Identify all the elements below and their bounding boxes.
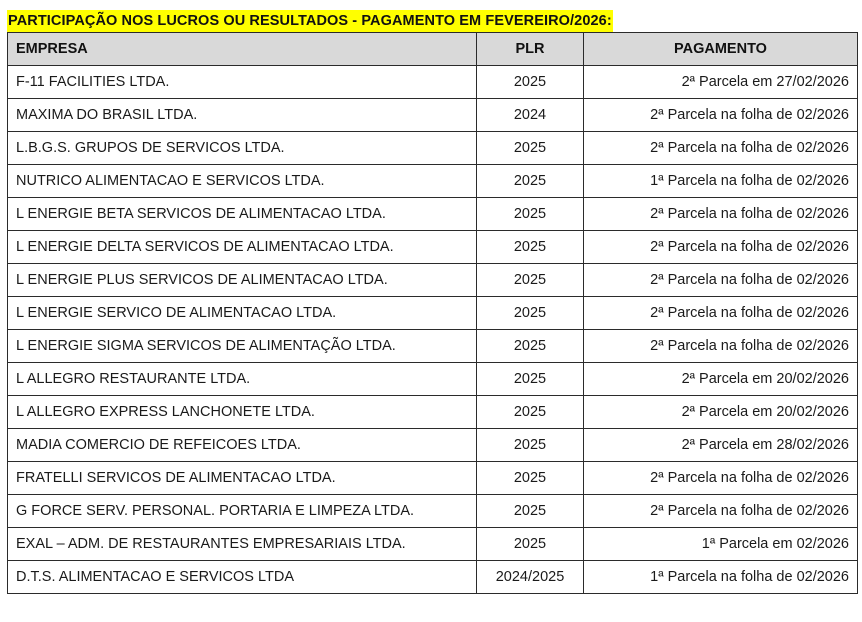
table-body: [8, 66, 858, 594]
cell-plr: 2025: [477, 264, 584, 297]
table-row: [8, 231, 858, 264]
cell-plr: 2024/2025: [477, 561, 584, 594]
cell-empresa: L ALLEGRO RESTAURANTE LTDA.: [8, 363, 477, 396]
cell-empresa: MADIA COMERCIO DE REFEICOES LTDA.: [8, 429, 477, 462]
cell-empresa: FRATELLI SERVICOS DE ALIMENTACAO LTDA.: [8, 462, 477, 495]
cell-plr: 2025: [477, 396, 584, 429]
cell-pagamento: 2ª Parcela na folha de 02/2026: [584, 198, 858, 231]
table-header: [8, 33, 858, 66]
cell-pagamento: 2ª Parcela na folha de 02/2026: [584, 495, 858, 528]
cell-empresa: L ENERGIE SERVICO DE ALIMENTACAO LTDA.: [8, 297, 477, 330]
header-plr: PLR: [477, 33, 584, 66]
cell-pagamento: 2ª Parcela em 28/02/2026: [584, 429, 858, 462]
cell-pagamento: 2ª Parcela na folha de 02/2026: [584, 264, 858, 297]
cell-pagamento: 2ª Parcela na folha de 02/2026: [584, 231, 858, 264]
cell-plr: 2025: [477, 66, 584, 99]
cell-empresa: F-11 FACILITIES LTDA.: [8, 66, 477, 99]
cell-pagamento: 2ª Parcela na folha de 02/2026: [584, 462, 858, 495]
cell-empresa: L ENERGIE PLUS SERVICOS DE ALIMENTACAO LTDA.: [8, 264, 477, 297]
table-row: [8, 165, 858, 198]
table-row: [8, 297, 858, 330]
cell-empresa: D.T.S. ALIMENTACAO E SERVICOS LTDA: [8, 561, 477, 594]
table-row: [8, 132, 858, 165]
cell-empresa: L ALLEGRO EXPRESS LANCHONETE LTDA.: [8, 396, 477, 429]
table-row: [8, 99, 858, 132]
header-pagamento: PAGAMENTO: [584, 33, 858, 66]
cell-empresa: L ENERGIE SIGMA SERVICOS DE ALIMENTAÇÃO LTDA.: [8, 330, 477, 363]
header-row: [8, 33, 858, 66]
cell-pagamento: 2ª Parcela na folha de 02/2026: [584, 99, 858, 132]
cell-pagamento: 2ª Parcela em 20/02/2026: [584, 396, 858, 429]
cell-empresa: EXAL – ADM. DE RESTAURANTES EMPRESARIAIS LTDA.: [8, 528, 477, 561]
table-row: [8, 396, 858, 429]
cell-plr: 2025: [477, 528, 584, 561]
cell-empresa: NUTRICO ALIMENTACAO E SERVICOS LTDA.: [8, 165, 477, 198]
table-row: [8, 495, 858, 528]
cell-plr: 2025: [477, 495, 584, 528]
table-row: [8, 429, 858, 462]
plr-payment-table: [7, 32, 858, 594]
cell-empresa: L ENERGIE DELTA SERVICOS DE ALIMENTACAO LTDA.: [8, 231, 477, 264]
cell-plr: 2025: [477, 165, 584, 198]
header-empresa: EMPRESA: [8, 33, 477, 66]
cell-pagamento: 2ª Parcela na folha de 02/2026: [584, 297, 858, 330]
table-row: [8, 198, 858, 231]
cell-pagamento: 1ª Parcela na folha de 02/2026: [584, 165, 858, 198]
table-row: [8, 363, 858, 396]
cell-plr: 2025: [477, 330, 584, 363]
cell-pagamento: 1ª Parcela em 02/2026: [584, 528, 858, 561]
cell-empresa: G FORCE SERV. PERSONAL. PORTARIA E LIMPEZA LTDA.: [8, 495, 477, 528]
cell-empresa: L.B.G.S. GRUPOS DE SERVICOS LTDA.: [8, 132, 477, 165]
table-row: [8, 330, 858, 363]
table-row: [8, 264, 858, 297]
cell-plr: 2025: [477, 363, 584, 396]
cell-plr: 2025: [477, 429, 584, 462]
cell-plr: 2024: [477, 99, 584, 132]
cell-pagamento: 2ª Parcela na folha de 02/2026: [584, 330, 858, 363]
cell-pagamento: 2ª Parcela em 27/02/2026: [584, 66, 858, 99]
cell-plr: 2025: [477, 132, 584, 165]
cell-pagamento: 2ª Parcela em 20/02/2026: [584, 363, 858, 396]
cell-empresa: L ENERGIE BETA SERVICOS DE ALIMENTACAO LTDA.: [8, 198, 477, 231]
table-row: [8, 561, 858, 594]
table-row: [8, 528, 858, 561]
page-title: PARTICIPAÇÃO NOS LUCROS OU RESULTADOS - PAGAMENTO EM FEVEREIRO/2026:: [7, 10, 613, 32]
cell-pagamento: 2ª Parcela na folha de 02/2026: [584, 132, 858, 165]
cell-plr: 2025: [477, 462, 584, 495]
cell-plr: 2025: [477, 198, 584, 231]
table-row: [8, 66, 858, 99]
cell-pagamento: 1ª Parcela na folha de 02/2026: [584, 561, 858, 594]
table-row: [8, 462, 858, 495]
cell-empresa: MAXIMA DO BRASIL LTDA.: [8, 99, 477, 132]
cell-plr: 2025: [477, 297, 584, 330]
cell-plr: 2025: [477, 231, 584, 264]
